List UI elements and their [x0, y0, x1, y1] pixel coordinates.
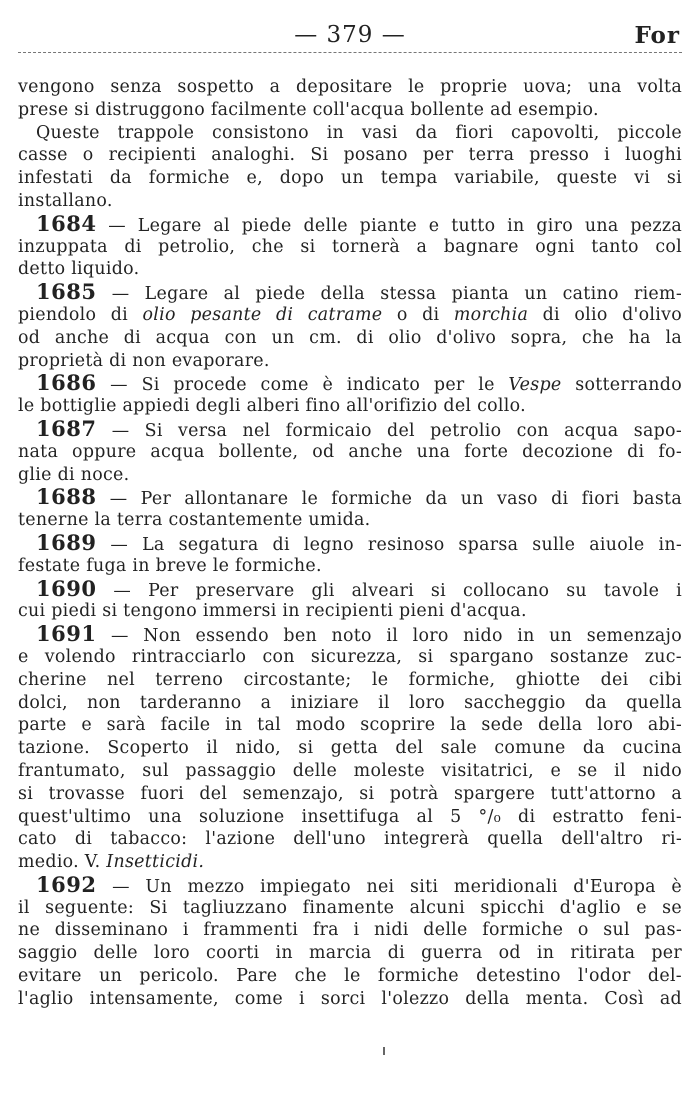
text-line: [18, 871, 683, 897]
line-text: — Si versa nel formicaio del petrolio con acqua sapo-: [111, 420, 683, 441]
page-header: [18, 20, 682, 60]
paragraph-number: 1689: [36, 529, 97, 555]
paragraph-number: 1691: [36, 621, 97, 647]
text-line: [18, 692, 682, 715]
text-line: [18, 919, 682, 942]
paragraph-number: 1685: [36, 279, 97, 305]
text-line: [18, 988, 682, 1011]
text-line: [18, 806, 682, 829]
line-text: frantumato, sul passaggio delle moleste visitatrici, e se il nido: [18, 760, 682, 781]
line-text: — La segatura di legno resinoso sparsa sulle aiuole in-: [110, 534, 682, 555]
line-text: Queste trappole consistono in vasi da fiori capovolti, piccole: [36, 122, 682, 143]
text-line: [18, 783, 682, 806]
line-text: o di: [382, 304, 454, 325]
text-line: [18, 669, 682, 692]
text-line: [18, 190, 682, 213]
text-line: [18, 441, 682, 464]
line-text: — Per allontanare le formiche da un vaso di fiori basta: [109, 489, 683, 510]
text-line: [18, 965, 682, 988]
text-line: [18, 464, 682, 487]
line-text: piendolo di: [18, 304, 143, 325]
line-text: — Si procede come è indicato per le: [110, 375, 509, 396]
text-line: [18, 529, 682, 555]
paragraph-number: 1690: [36, 575, 97, 601]
line-text: od anche di acqua con un cm. di olio d'olivo sopra, che ha la: [18, 327, 682, 348]
text-line: [18, 623, 682, 646]
text-line: [18, 415, 683, 441]
text-line: [18, 760, 682, 783]
line-text: quest'ultimo una soluzione insettifuga al 5 °/₀ di estratto feni-: [18, 806, 682, 827]
line-text: glie di noce.: [18, 464, 130, 485]
italic-text: Vespe: [508, 375, 562, 396]
text-line: [18, 350, 682, 373]
text-line: [18, 395, 682, 418]
text-line: [18, 555, 682, 578]
text-line: [18, 281, 682, 304]
line-text: — Legare al piede delle piante e tutto in giro una pezza: [108, 215, 682, 236]
line-text: tenerne la terra costantemente umida.: [18, 510, 371, 531]
text-line: [18, 851, 682, 874]
paragraph-number: 1684: [36, 210, 97, 236]
line-text: — Non essendo ben noto il loro nido in un semenzajo: [111, 626, 683, 647]
line-text: saggio delle loro coorti in marcia di guerra od in ritirata per: [18, 943, 682, 964]
line-text: l'aglio intensamente, come i sorci l'olezzo della menta. Così ad: [18, 988, 682, 1009]
text-line: [18, 509, 682, 532]
line-text: il seguente: Si tagliuzzano finamente alcuni spicchi d'aglio e se: [18, 897, 682, 918]
text-line: [18, 76, 682, 99]
text-line: [18, 737, 682, 760]
line-text: di olio d'olivo: [528, 304, 683, 325]
paragraph-number: 1692: [36, 871, 97, 897]
text-line: [18, 122, 682, 145]
line-text: dolci, non tarderanno a iniziare il loro saccheggio da quella: [18, 692, 682, 713]
text-line: [18, 942, 682, 965]
line-text: e volendo rintracciarlo con sicurezza, si spargano sostanze zuc-: [18, 646, 682, 667]
line-text: festate fuga in breve le formiche.: [18, 555, 322, 576]
line-text: vengono senza sospetto a depositare le proprie uova; una volta: [18, 77, 682, 97]
line-text: infestati da formiche e, dopo un tempa variabile, queste vi si: [18, 168, 682, 189]
running-head: For: [634, 22, 680, 49]
paragraph-number: 1688: [36, 484, 97, 510]
italic-text: olio pesante di catrame: [142, 304, 383, 325]
text-line: [18, 897, 682, 920]
text-line: [18, 372, 682, 395]
body-text: [18, 76, 682, 1011]
line-text: prese si distruggono facilmente coll'acqua bollente ad esempio.: [18, 99, 599, 120]
line-text: sotterrando: [561, 375, 682, 396]
line-text: casse o recipienti analoghi. Si posano per terra presso i luoghi: [18, 145, 682, 166]
paragraph-number: 1687: [36, 415, 97, 441]
text-line: [18, 210, 682, 236]
text-line: [18, 646, 682, 669]
text-line: [18, 144, 682, 167]
line-text: — Legare al piede della stessa pianta un catino riem-: [111, 284, 682, 305]
line-text: — Un mezzo impiegato nei siti meridionali d'Europa è: [112, 876, 683, 897]
text-line: [18, 486, 682, 509]
line-text: cato di tabacco: l'azione dell'uno integrerà quella dell'altro ri-: [18, 829, 682, 850]
line-text: inzuppata di petrolio, che si tornerà a bagnare ogni tanto col: [18, 236, 682, 257]
line-text: tazione. Scoperto il nido, si getta del sale comune da cucina: [18, 738, 682, 759]
text-line: [18, 600, 682, 623]
line-text: le bottiglie appiedi degli alberi fino all'orifizio del collo.: [18, 396, 526, 417]
line-text: nata oppure acqua bollente, od anche una forte decozione di fo-: [18, 441, 682, 462]
line-text: si trovasse fuori del semenzajo, si potrà spargere tutt'attorno a: [18, 783, 682, 804]
text-line: [18, 714, 682, 737]
line-text: proprietà di non evaporare.: [18, 350, 270, 371]
text-line: [18, 304, 682, 327]
line-text: cherine nel terreno circostante; le formiche, ghiotte dei cibi: [18, 669, 682, 690]
line-text: evitare un pericolo. Pare che le formiche detestino l'odor del-: [18, 966, 682, 987]
text-line: [18, 236, 682, 259]
paragraph-number: 1686: [36, 370, 97, 396]
text-line: [18, 99, 682, 122]
page-number: — 379 —: [294, 22, 406, 48]
line-text: — Per preservare gli alveari si collocano su tavole i: [113, 580, 682, 601]
text-line: [18, 258, 682, 281]
text-line: [18, 828, 682, 851]
text-line: [18, 327, 682, 350]
line-text: parte e sarà facile in tal modo scoprire la sede della loro abi-: [18, 715, 682, 736]
line-text: ne disseminano i frammenti fra i nidi delle formiche o sul pas-: [18, 920, 682, 941]
line-text: cui piedi si tengono immersi in recipienti pieni d'acqua.: [18, 601, 527, 622]
line-text: medio. V.: [18, 852, 107, 873]
print-mark: [383, 1047, 385, 1055]
line-text: installano.: [18, 190, 113, 211]
line-text: detto liquido.: [18, 259, 140, 280]
text-line: [18, 167, 682, 190]
italic-text: morchia: [453, 304, 529, 325]
text-line: [18, 575, 682, 601]
italic-text: Insetticidi.: [106, 852, 205, 873]
header-rule: [18, 52, 682, 53]
